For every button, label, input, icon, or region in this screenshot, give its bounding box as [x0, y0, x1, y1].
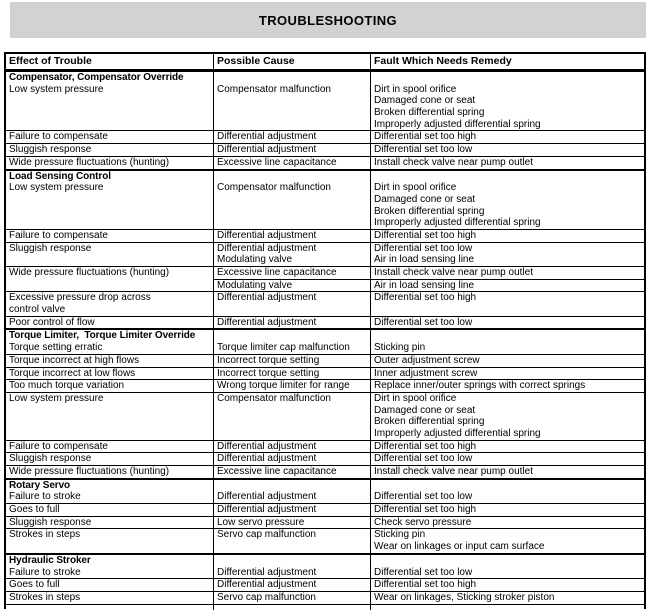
- remedy-cell: [371, 504, 644, 516]
- cell-text-line: Inner adjustment screw: [374, 367, 478, 379]
- cause-cell: [214, 517, 371, 529]
- remedy-cell: [371, 529, 644, 552]
- cutoff-cell: [214, 605, 371, 610]
- troubleshooting-table: [4, 52, 646, 609]
- cell-text-line: Excessive line capacitance: [217, 156, 337, 168]
- cell-text-line: Differential adjustment: [217, 316, 317, 328]
- cell-text-line: Wrong torque limiter for range: [217, 380, 350, 392]
- cause-cell: [214, 72, 371, 130]
- cell-text-line: Compensator malfunction: [217, 392, 331, 404]
- cell-text-line: Failure to stroke: [9, 566, 81, 578]
- cell-text-line: Broken differential spring: [374, 416, 485, 428]
- remedy-cell: [371, 555, 644, 578]
- effect-cell: [6, 441, 214, 453]
- cell-text-line: Differential adjustment: [217, 440, 317, 452]
- cell-text-line: Air in load sensing line: [374, 279, 475, 291]
- remedy-cell: [371, 144, 644, 156]
- remedy-cell: [371, 466, 644, 478]
- remedy-cell: [371, 72, 644, 130]
- cutoff-row: [6, 604, 644, 609]
- cause-cell: [214, 280, 371, 292]
- sub-row: [214, 279, 644, 292]
- cell-text-line: Differential adjustment: [217, 292, 317, 304]
- cell-text-line: control valve: [9, 304, 66, 316]
- cell-text-line: Low system pressure: [9, 392, 104, 404]
- cell-text-line: Damaged cone or seat: [374, 404, 476, 416]
- table-body: [6, 70, 644, 609]
- cause-cell: [214, 243, 371, 266]
- title-bar: [10, 2, 646, 38]
- effect-cell: [6, 517, 214, 529]
- cell-text-line: Dirt in spool orifice: [374, 182, 457, 194]
- subrow-group: [214, 267, 644, 291]
- cell-text-line: Differential adjustment: [217, 242, 317, 254]
- cell-text-line: Failure to compensate: [9, 229, 108, 241]
- cell-text-line: [217, 171, 370, 183]
- effect-cell: [6, 144, 214, 156]
- table-row: [6, 130, 644, 143]
- remedy-cell: [371, 368, 644, 380]
- cell-text-line: Strokes in steps: [9, 529, 81, 541]
- remedy-cell: [371, 355, 644, 367]
- cause-cell: [214, 368, 371, 380]
- table-row: [6, 367, 644, 380]
- cell-text-line: Torque setting erratic: [9, 342, 103, 354]
- cell-text-line: Too much torque variation: [9, 380, 125, 392]
- table-row: [6, 392, 644, 440]
- cell-text-line: Wide pressure fluctuations (hunting): [9, 466, 170, 477]
- remedy-cell: [371, 131, 644, 143]
- effect-cell: [6, 157, 214, 169]
- section-title: Torque Limiter, Torque Limiter Override: [9, 330, 196, 342]
- section-first-row: [6, 553, 644, 578]
- cause-cell: [214, 504, 371, 516]
- cell-text-line: Excessive line capacitance: [217, 466, 337, 477]
- effect-cell: [6, 480, 214, 503]
- table-row: [6, 156, 644, 169]
- effect-cell: [6, 267, 214, 291]
- cell-text-line: Torque incorrect at high flows: [9, 354, 140, 366]
- cell-text-line: Incorrect torque setting: [217, 367, 320, 379]
- effect-cell: [6, 453, 214, 465]
- cell-text-line: Modulating valve: [217, 279, 293, 291]
- table-row: [6, 516, 644, 529]
- cell-text-line: Incorrect torque setting: [217, 354, 320, 366]
- remedy-cell: [371, 230, 644, 242]
- table-row: [6, 528, 644, 552]
- cell-text-line: Check servo pressure: [374, 516, 472, 528]
- cell-text-line: Differential set too low: [374, 453, 473, 465]
- cell-text-line: Excessive line capacitance: [217, 267, 337, 278]
- cell-text-line: Differential adjustment: [217, 453, 317, 465]
- effect-cell: [6, 380, 214, 392]
- cell-text-line: [374, 480, 644, 492]
- remedy-cell: [371, 517, 644, 529]
- cause-cell: [214, 171, 371, 229]
- cell-text-line: Failure to compensate: [9, 440, 108, 452]
- remedy-cell: [371, 480, 644, 503]
- cause-cell: [214, 144, 371, 156]
- cause-cell: [214, 555, 371, 578]
- cell-text-line: Sluggish response: [9, 144, 92, 156]
- effect-cell: [6, 230, 214, 242]
- cell-text-line: Outer adjustment screw: [374, 354, 480, 366]
- cell-text-line: [217, 330, 370, 342]
- remedy-cell: [371, 280, 644, 292]
- effect-cell: [6, 592, 214, 604]
- cell-text-line: Install check valve near pump outlet: [374, 156, 533, 168]
- cell-text-line: Differential set too low: [374, 566, 473, 578]
- cause-cell: [214, 453, 371, 465]
- table-header-row: [6, 54, 644, 70]
- cell-text-line: Dirt in spool orifice: [374, 392, 457, 404]
- section-title: Load Sensing Control: [9, 170, 111, 182]
- cause-cell: [214, 317, 371, 329]
- cell-text-line: [374, 72, 644, 84]
- cell-text-line: Improperly adjusted differential spring: [374, 427, 541, 439]
- effect-cell: [6, 171, 214, 229]
- table-row: [6, 591, 644, 604]
- cell-text-line: Differential adjustment: [217, 131, 317, 143]
- table-row: [6, 452, 644, 465]
- effect-cell: [6, 504, 214, 516]
- cause-cell: [214, 380, 371, 392]
- cause-cell: [214, 355, 371, 367]
- cell-text-line: Dirt in spool orifice: [374, 83, 457, 95]
- effect-cell: [6, 466, 214, 478]
- cause-cell: [214, 393, 371, 440]
- table-row: [6, 354, 644, 367]
- table-row: [6, 440, 644, 453]
- cause-cell: [214, 230, 371, 242]
- cause-cell: [214, 330, 371, 353]
- cell-text-line: Differential set too high: [374, 229, 477, 241]
- effect-cell: [6, 393, 214, 440]
- cause-cell: [214, 157, 371, 169]
- cell-text-line: Improperly adjusted differential spring: [374, 217, 541, 229]
- remedy-cell: [371, 380, 644, 392]
- cause-cell: [214, 267, 371, 279]
- cell-text-line: Wide pressure fluctuations (hunting): [9, 267, 170, 278]
- cell-text-line: Differential adjustment: [217, 144, 317, 156]
- effect-cell: [6, 317, 214, 329]
- remedy-cell: [371, 592, 644, 604]
- cell-text-line: Improperly adjusted differential spring: [374, 118, 541, 130]
- effect-cell: [6, 292, 214, 315]
- effect-cell: [6, 368, 214, 380]
- sub-row: [214, 267, 644, 279]
- cell-text-line: Differential set too high: [374, 131, 477, 143]
- cell-text-line: Differential set too low: [374, 242, 473, 254]
- table-row: [6, 266, 644, 291]
- cell-text-line: Air in load sensing line: [374, 254, 475, 266]
- cell-text-line: Torque limiter cap malfunction: [217, 342, 350, 354]
- cell-text-line: Low servo pressure: [217, 516, 305, 528]
- remedy-cell: [371, 393, 644, 440]
- remedy-cell: [371, 171, 644, 229]
- cell-text-line: Install check valve near pump outlet: [374, 466, 533, 477]
- cell-text-line: Differential adjustment: [217, 566, 317, 578]
- cause-cell: [214, 292, 371, 315]
- cell-text-line: Differential adjustment: [217, 579, 317, 591]
- col-header-effect: Effect of Trouble: [6, 54, 214, 69]
- col-header-cause: Possible Cause: [214, 54, 371, 69]
- cell-text-line: Sticking pin: [374, 529, 426, 541]
- cell-text-line: Differential set too low: [374, 144, 473, 156]
- effect-cell: [6, 131, 214, 143]
- table-row: [6, 578, 644, 591]
- cell-text-line: Sluggish response: [9, 242, 92, 254]
- cell-text-line: Low system pressure: [9, 83, 104, 95]
- table-row: [6, 143, 644, 156]
- section-first-row: [6, 478, 644, 503]
- remedy-cell: [371, 453, 644, 465]
- cell-text-line: [217, 480, 370, 492]
- cause-cell: [214, 529, 371, 552]
- section-first-row: [6, 328, 644, 353]
- cell-text-line: Strokes in steps: [9, 591, 81, 603]
- cell-text-line: Damaged cone or seat: [374, 95, 476, 107]
- cell-text-line: Goes to full: [9, 579, 60, 591]
- cell-text-line: Compensator malfunction: [217, 182, 331, 194]
- cause-cell: [214, 592, 371, 604]
- section-first-row: [6, 169, 644, 229]
- cell-text-line: Failure to compensate: [9, 131, 108, 143]
- col-header-remedy: Fault Which Needs Remedy: [374, 55, 512, 67]
- section-first-row: [6, 70, 644, 130]
- cell-text-line: Servo cap malfunction: [217, 529, 316, 541]
- cause-cell: [214, 466, 371, 478]
- cell-text-line: Servo cap malfunction: [217, 591, 316, 603]
- cell-text-line: Excessive pressure drop across: [9, 292, 151, 304]
- cell-text-line: Install check valve near pump outlet: [374, 267, 533, 278]
- cell-text-line: Broken differential spring: [374, 205, 485, 217]
- cell-text-line: Poor control of flow: [9, 316, 95, 328]
- effect-cell: [6, 72, 214, 130]
- effect-cell: [6, 243, 214, 266]
- cell-text-line: Modulating valve: [217, 254, 293, 266]
- remedy-cell: [371, 243, 644, 266]
- cell-text-line: Replace inner/outer springs with correct springs: [374, 380, 586, 392]
- effect-cell: [6, 355, 214, 367]
- cell-text-line: [374, 330, 644, 342]
- remedy-cell: [371, 317, 644, 329]
- table-row: [6, 316, 644, 329]
- cell-text-line: [374, 171, 644, 183]
- cell-text-line: Differential adjustment: [217, 229, 317, 241]
- cell-text-line: Broken differential spring: [374, 107, 485, 119]
- section-title: Hydraulic Stroker: [9, 554, 91, 566]
- cell-text-line: Sluggish response: [9, 516, 92, 528]
- cell-text-line: Differential set too low: [374, 316, 473, 328]
- remedy-cell: [371, 157, 644, 169]
- cell-text-line: Differential set too low: [374, 491, 473, 503]
- cutoff-cell: [6, 605, 214, 610]
- cause-cell: [214, 131, 371, 143]
- cell-text-line: Failure to stroke: [9, 491, 81, 503]
- cell-text-line: Differential set too high: [374, 579, 477, 591]
- remedy-cell: [371, 267, 644, 279]
- cell-text-line: Differential set too high: [374, 292, 477, 304]
- cell-text-line: Low system pressure: [9, 182, 104, 194]
- effect-cell: [6, 555, 214, 578]
- cell-text-line: Wear on linkages or input cam surface: [374, 541, 545, 553]
- cell-text-line: Compensator malfunction: [217, 83, 331, 95]
- cell-text-line: Differential adjustment: [217, 491, 317, 503]
- section-title: Rotary Servo: [9, 479, 71, 491]
- table-row: [6, 379, 644, 392]
- cell-text-line: Torque incorrect at low flows: [9, 367, 136, 379]
- effect-cell: [6, 330, 214, 353]
- table-row: [6, 229, 644, 242]
- cell-text-line: Sluggish response: [9, 453, 92, 465]
- table-row: [6, 465, 644, 478]
- cell-text-line: Sticking pin: [374, 342, 426, 354]
- remedy-cell: [371, 579, 644, 591]
- cell-text-line: Goes to full: [9, 504, 60, 516]
- cell-text-line: Differential adjustment: [217, 504, 317, 516]
- cause-cell: [214, 441, 371, 453]
- table-row: [6, 503, 644, 516]
- cause-cell: [214, 579, 371, 591]
- cell-text-line: Wide pressure fluctuations (hunting): [9, 156, 170, 168]
- effect-cell: [6, 529, 214, 552]
- cause-cell: [214, 480, 371, 503]
- cell-text-line: [217, 555, 370, 567]
- cell-text-line: Damaged cone or seat: [374, 193, 476, 205]
- remedy-cell: [371, 441, 644, 453]
- remedy-cell: [371, 292, 644, 315]
- page-title: TROUBLESHOOTING: [258, 12, 398, 28]
- cutoff-cell: [371, 605, 644, 610]
- table-row: [6, 242, 644, 266]
- effect-cell: [6, 579, 214, 591]
- cell-text-line: Differential set too high: [374, 504, 477, 516]
- cell-text-line: Differential set too high: [374, 440, 477, 452]
- section-title: Compensator, Compensator Override: [9, 72, 184, 83]
- table-row: [6, 291, 644, 315]
- cell-text-line: [374, 555, 644, 567]
- cell-text-line: Wear on linkages, Sticking stroker piston: [374, 591, 555, 603]
- cell-text-line: [217, 72, 370, 84]
- remedy-cell: [371, 330, 644, 353]
